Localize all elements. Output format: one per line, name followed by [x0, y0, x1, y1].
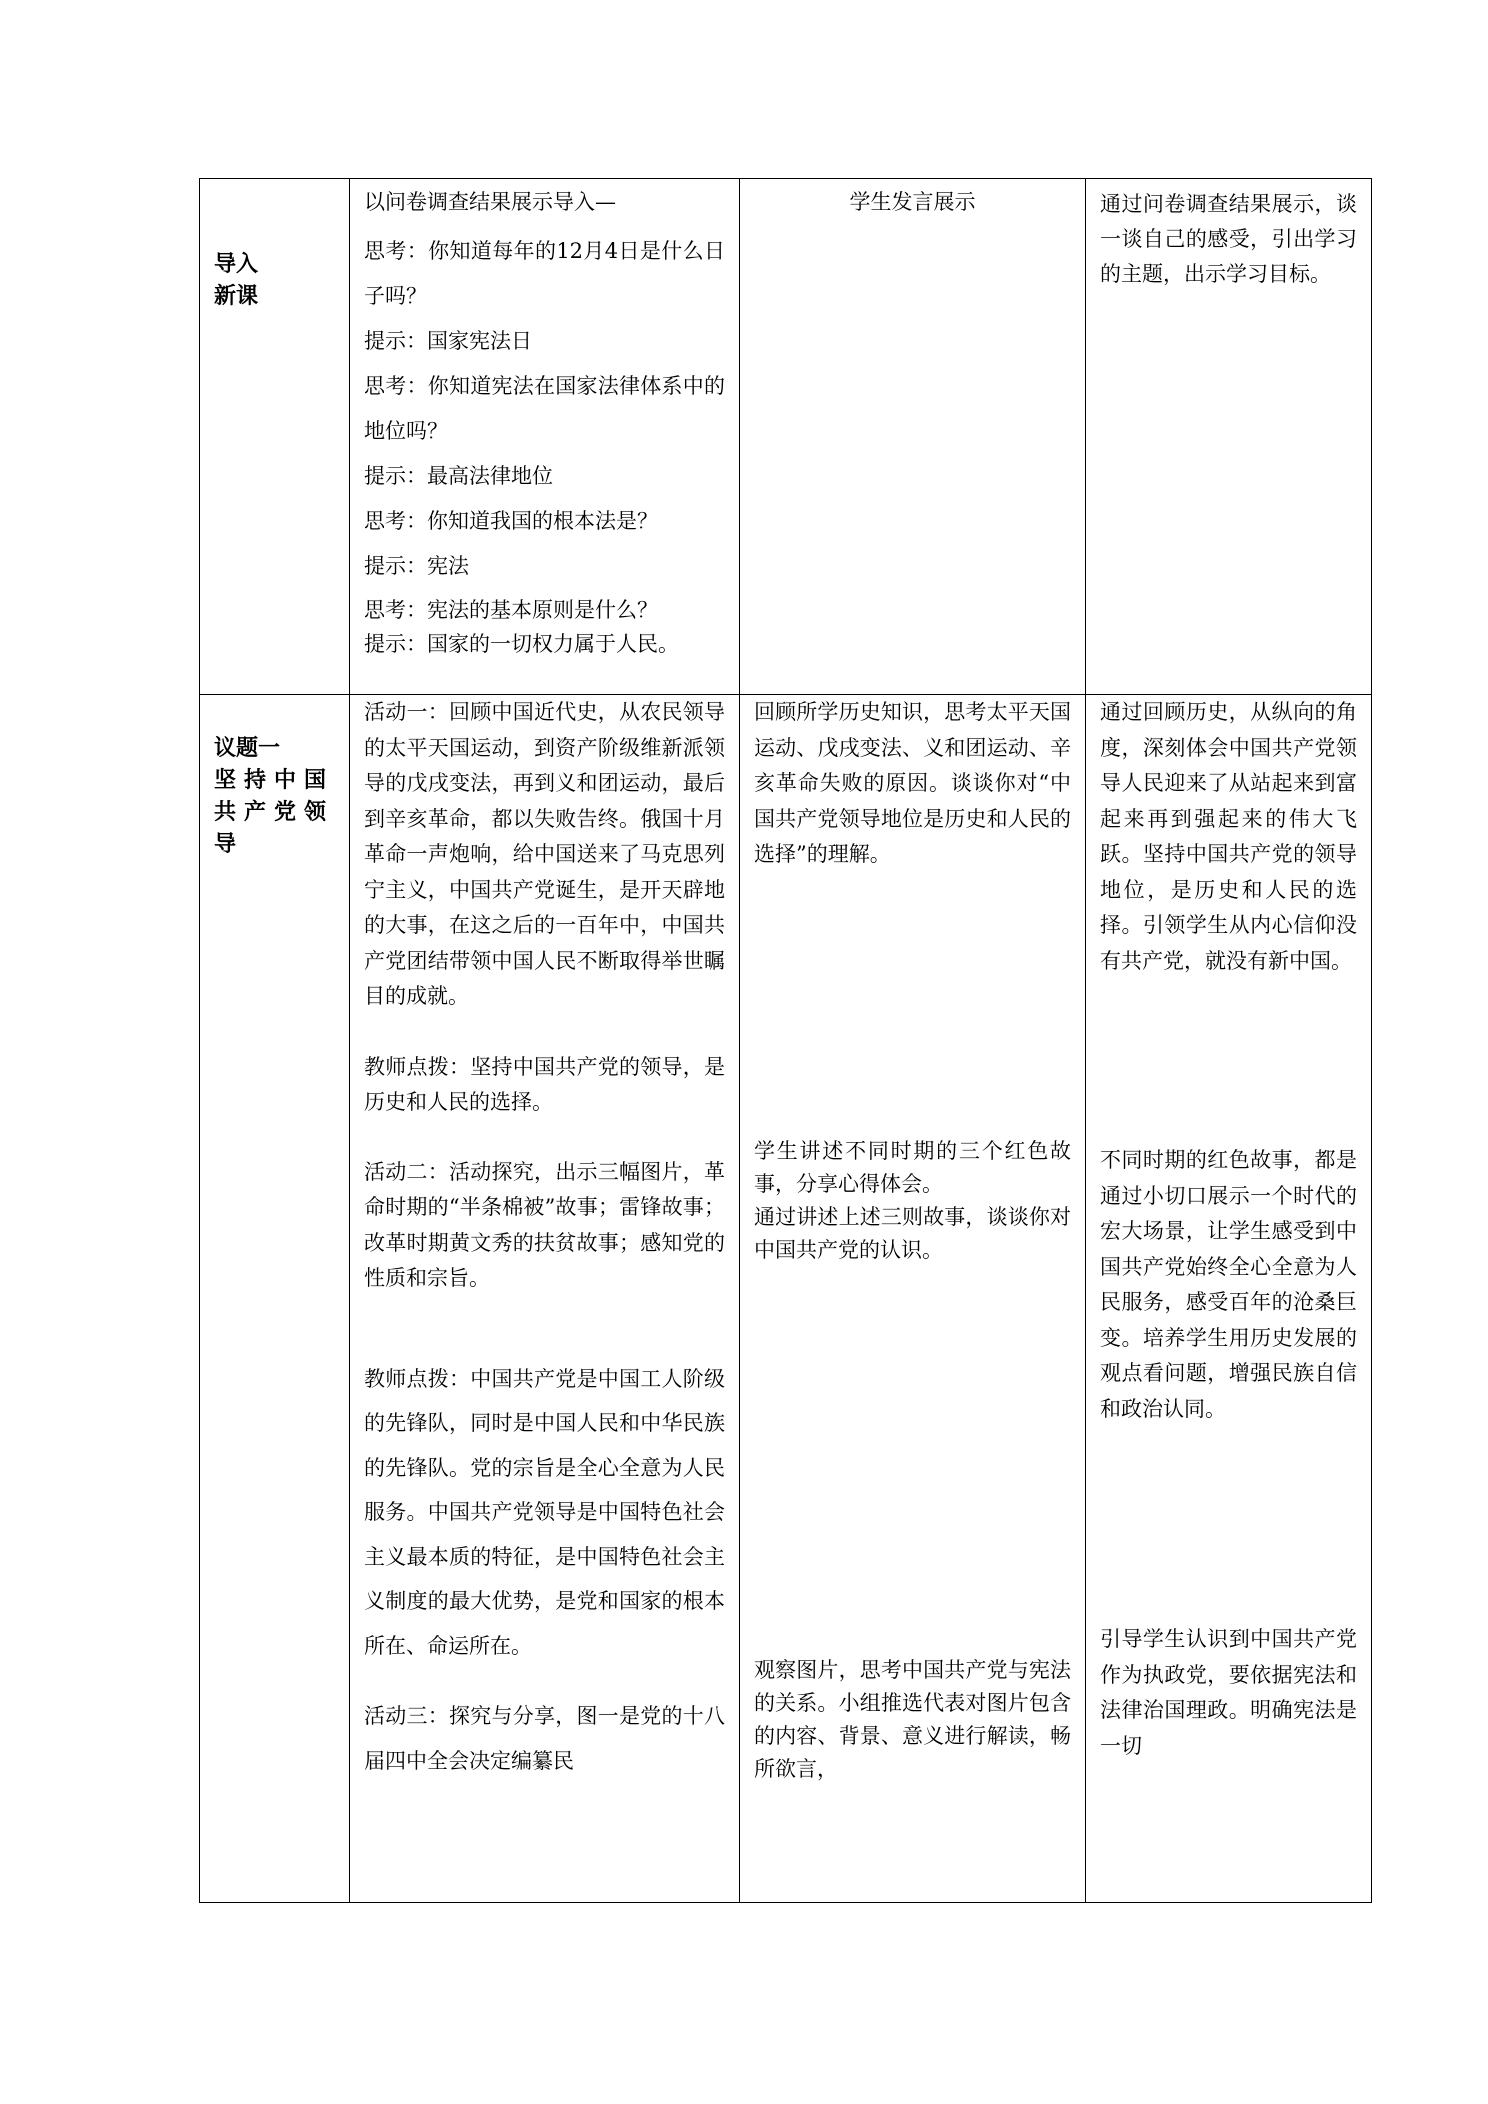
lesson-plan-table	[199, 178, 1372, 1903]
design-intent-cell	[1086, 695, 1372, 1903]
teacher-activity-cell	[350, 179, 740, 695]
teacher-activity-cell	[350, 695, 740, 1903]
design-intent-cell	[1086, 179, 1372, 695]
teacher-line: 提示：最高法律地位	[364, 464, 553, 488]
student-line: 通过讲述上述三则故事，谈谈你对中国共产党的认识。	[754, 1204, 1071, 1262]
teacher-line: 思考：你知道我国的根本法是？	[364, 509, 658, 533]
teacher-line: 思考：宪法的基本原则是什么？	[364, 598, 658, 622]
student-line: 观察图片，思考中国共产党与宪法的关系。小组推选代表对图片包含的内容、背景、意义进行解读，畅所欲言，	[754, 1657, 1071, 1781]
student-activity-cell	[740, 695, 1086, 1903]
category-line: 坚持中国	[214, 768, 335, 793]
teacher-line: 教师点拨：坚持中国共产党的领导，是历史和人民的选择。	[364, 1054, 725, 1114]
intent-line: 不同时期的红色故事，都是通过小切口展示一个时代的宏大场景，让学生感受到中国共产党始终全心全意为人民服务，感受百年的沧桑巨变。培养学生用历史发展的观点看问题，增强民族自信和政治认同。	[1100, 1148, 1357, 1421]
student-line: 学生讲述不同时期的三个红色故事，分享心得体会。	[754, 1138, 1071, 1196]
teacher-line: 思考：你知道宪法在国家法律体系中的地位吗？	[364, 374, 725, 443]
intent-line: 引导学生认识到中国共产党作为执政党，要依据宪法和法律治国理政。明确宪法是一切	[1100, 1627, 1357, 1758]
teacher-line: 活动二：活动探究，出示三幅图片，革命时期的“半条棉被”故事；雷锋故事；改革时期黄文秀的扶贫故事；感知党的性质和宗旨。	[364, 1159, 725, 1290]
teacher-line: 提示：国家的一切权力属于人民。	[364, 632, 679, 656]
intent-line: 通过回顾历史，从纵向的角度，深刻体会中国共产党领导人民迎来了从站起来到富起来再到强起来的伟大飞跃。坚持中国共产党的领导地位，是历史和人民的选择。引领学生从内心信仰没有共产党，就没有新中国。	[1100, 700, 1357, 973]
teacher-line: 思考：你知道每年的12月4日是什么日子吗？	[364, 239, 725, 308]
teacher-line: 活动三：探究与分享，图一是党的十八届四中全会决定编纂民	[364, 1704, 725, 1773]
category-line: 议题一	[214, 736, 281, 761]
teacher-line: 活动一：回顾中国近代史，从农民领导的太平天国运动，到资产阶级维新派领导的戊戌变法，再到义和团运动，最后到辛亥革命，都以失败告终。俄国十月革命一声炮响，给中国送来了马克思列宁主义，中国共产党诞生，是开天辟地的大事，在这之后的一百年中，中国共产党团结带领中国人民不断取得举世瞩目的成就。	[364, 700, 725, 1008]
student-line: 学生发言展示	[849, 190, 976, 214]
intent-line: 通过问卷调查结果展示，谈一谈自己的感受，引出学习的主题，出示学习目标。	[1100, 192, 1357, 286]
teacher-line: 提示：宪法	[364, 554, 469, 578]
student-activity-cell	[740, 179, 1086, 695]
row-category-cell	[200, 179, 350, 695]
category-line: 共产党领	[214, 800, 335, 825]
table-row-topic-one	[200, 695, 1372, 1903]
teacher-line: 教师点拨：中国共产党是中国工人阶级的先锋队，同时是中国人民和中华民族的先锋队。党的宗旨是全心全意为人民服务。中国共产党领导是中国特色社会主义最本质的特征，是中国特色社会主义制度的最大优势，是党和国家的根本所在、命运所在。	[364, 1366, 725, 1658]
teacher-line: 以问卷调查结果展示导入—	[364, 190, 616, 214]
row-category-cell	[200, 695, 350, 1903]
student-line: 回顾所学历史知识，思考太平天国运动、戊戌变法、义和团运动、辛亥革命失败的原因。谈谈你对“中国共产党领导地位是历史和人民的选择”的理解。	[754, 700, 1071, 866]
category-line: 导入 新课	[214, 252, 259, 309]
teacher-line: 提示：国家宪法日	[364, 329, 532, 353]
table-row-intro	[200, 179, 1372, 695]
category-line: 导	[214, 832, 237, 857]
